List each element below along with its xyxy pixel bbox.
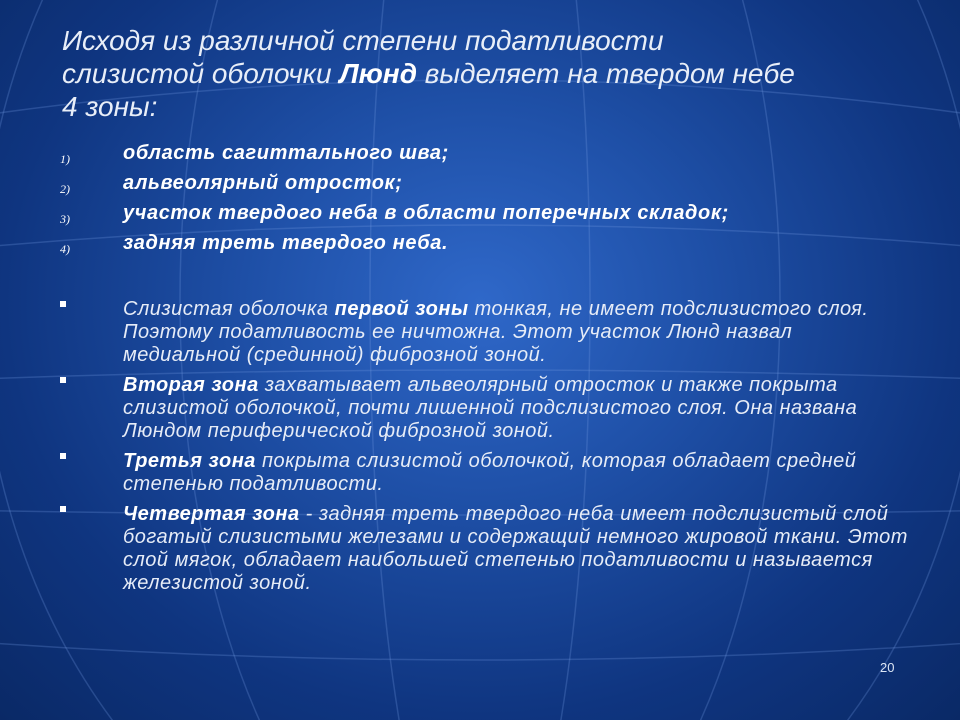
bullet-paragraph bbox=[60, 374, 910, 443]
list-number: 2) bbox=[60, 182, 70, 196]
list-text: область сагиттального шва; bbox=[123, 142, 449, 164]
bullet-emphasis: Третья зона bbox=[123, 450, 256, 472]
list-item bbox=[60, 202, 920, 232]
list-number: 3) bbox=[60, 212, 70, 226]
bullet-emphasis: Вторая зона bbox=[123, 374, 259, 396]
bullet-emphasis: Четвертая зона bbox=[123, 503, 300, 525]
list-number: 1) bbox=[60, 152, 70, 166]
bullet-text bbox=[123, 503, 910, 595]
list-number: 4) bbox=[60, 242, 70, 256]
list-item bbox=[60, 232, 920, 262]
list-text: участок твердого неба в области поперечных складок; bbox=[123, 202, 729, 224]
bullet-text-post: покрыта слизистой оболочкой, которая обладает средней степенью податливости. bbox=[123, 450, 857, 495]
title-line-2-pre: слизистой оболочки bbox=[62, 58, 340, 89]
zone-descriptions bbox=[60, 298, 910, 602]
bullet-emphasis: первой зоны bbox=[334, 298, 469, 320]
bullet-paragraph bbox=[60, 298, 910, 367]
bullet-paragraph bbox=[60, 450, 910, 496]
list-item bbox=[60, 142, 920, 172]
bullet-text-post: захватывает альвеолярный отросток и также покрыта слизистой оболочкой, почти лишенной подслизистого слоя. Она названа Люндом периферической фиброзной зоной. bbox=[123, 374, 858, 442]
bullet-text-post: тонкая, не имеет подслизистого слоя. Поэтому податливость ее ничтожна. Этот участок Люнд назвал медиальной (срединной) фиброзной зоной. bbox=[123, 298, 869, 366]
bullet-text-pre: Слизистая оболочка bbox=[123, 298, 335, 320]
bullet-paragraph bbox=[60, 503, 910, 595]
square-bullet-icon bbox=[60, 301, 66, 307]
bullet-text bbox=[123, 374, 910, 443]
bullet-text bbox=[123, 450, 910, 496]
bullet-text-post: - задняя треть твердого неба имеет подслизистый слой богатый слизистыми железами и содержащий немного жировой ткани. Этот слой мягок, обладает наибольшей степенью податливости и называется железистой зоной. bbox=[123, 503, 908, 594]
title-author-name: Люнд bbox=[339, 58, 418, 89]
title-line-3: 4 зоны: bbox=[62, 91, 158, 122]
page-number: 20 bbox=[880, 660, 895, 675]
square-bullet-icon bbox=[60, 453, 66, 459]
title-line-2-post: выделяет на твердом небе bbox=[417, 58, 795, 89]
list-text: задняя треть твердого неба. bbox=[123, 232, 449, 254]
list-item bbox=[60, 172, 920, 202]
list-text: альвеолярный отросток; bbox=[123, 172, 403, 194]
slide-title bbox=[62, 24, 922, 123]
zones-list bbox=[60, 142, 920, 262]
title-line-1: Исходя из различной степени податливости bbox=[62, 25, 664, 56]
bullet-text bbox=[123, 298, 910, 367]
square-bullet-icon bbox=[60, 377, 66, 383]
square-bullet-icon bbox=[60, 506, 66, 512]
title-line-2 bbox=[62, 57, 922, 90]
